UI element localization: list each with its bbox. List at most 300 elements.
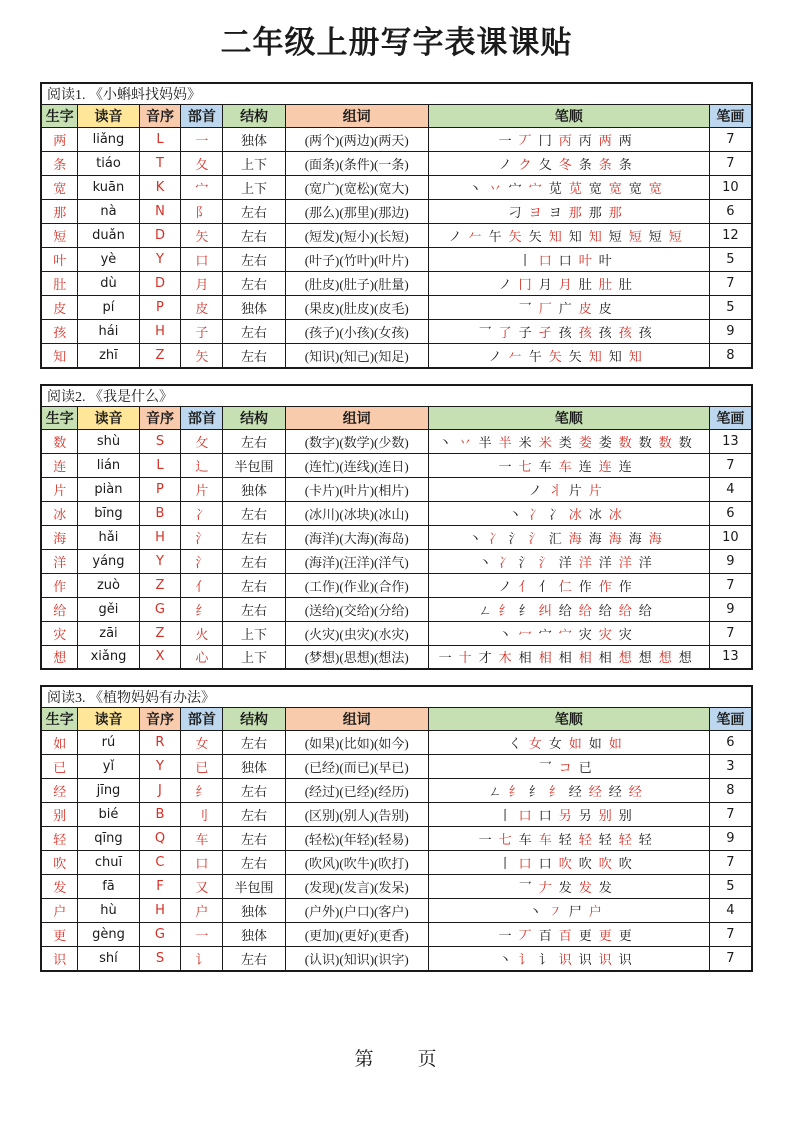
cell-stroke-count: 7 xyxy=(709,152,752,176)
stroke-step: 丙 xyxy=(558,133,572,149)
cell-stroke-count: 4 xyxy=(709,477,752,501)
header-row xyxy=(41,708,752,731)
cell-pinyin: hù xyxy=(78,899,139,923)
cell-radical: 女 xyxy=(181,731,223,755)
cell-structure: 左右 xyxy=(223,573,286,597)
cell-structure: 左右 xyxy=(223,429,286,453)
column-header: 笔画 xyxy=(709,105,752,128)
cell-stroke-count: 7 xyxy=(709,621,752,645)
cell-words: (短发)(短小)(长短) xyxy=(285,224,428,248)
stroke-step: 一 xyxy=(498,133,512,149)
stroke-step: 车 xyxy=(538,832,552,848)
stroke-step: 口 xyxy=(518,856,532,872)
stroke-step: ノ xyxy=(498,578,512,594)
table-row xyxy=(41,851,752,875)
cell-radical: 口 xyxy=(181,851,223,875)
stroke-step: 冫 xyxy=(488,530,502,546)
stroke-step: 如 xyxy=(568,736,582,752)
stroke-step: 吹 xyxy=(578,856,592,872)
cell-stroke-count: 6 xyxy=(709,501,752,525)
cell-words: (冰川)(冰块)(冰山) xyxy=(285,501,428,525)
cell-stroke-count: 7 xyxy=(709,851,752,875)
stroke-step: 女 xyxy=(548,736,562,752)
cell-pinyin: shù xyxy=(78,429,139,453)
cell-stroke-order xyxy=(428,645,709,669)
cell-pinyin: hái xyxy=(78,320,139,344)
stroke-step: 数 xyxy=(638,434,652,450)
cell-words: (户外)(户口)(客户) xyxy=(285,899,428,923)
column-header: 音序 xyxy=(139,105,181,128)
cell-initial-letter: P xyxy=(139,296,181,320)
stroke-step: 给 xyxy=(618,602,632,618)
cell-structure: 左右 xyxy=(223,731,286,755)
cell-stroke-order xyxy=(428,947,709,971)
cell-radical: 纟 xyxy=(181,597,223,621)
stroke-step: 纟 xyxy=(508,784,522,800)
stroke-step: 丶 xyxy=(478,554,492,570)
cell-character: 更 xyxy=(41,923,78,947)
stroke-step: 冰 xyxy=(608,506,622,522)
cell-stroke-order xyxy=(428,923,709,947)
cell-radical: 刂 xyxy=(181,803,223,827)
cell-stroke-order xyxy=(428,200,709,224)
cell-radical: 亻 xyxy=(181,573,223,597)
cell-words: (宽广)(宽松)(宽大) xyxy=(285,176,428,200)
cell-radical: 片 xyxy=(181,477,223,501)
stroke-step: 识 xyxy=(598,951,612,967)
stroke-step: 知 xyxy=(568,229,582,245)
cell-pinyin: yǐ xyxy=(78,755,139,779)
cell-stroke-order xyxy=(428,296,709,320)
cell-structure: 左右 xyxy=(223,200,286,224)
stroke-step: 丶 xyxy=(438,434,452,450)
cell-structure: 上下 xyxy=(223,645,286,669)
stroke-step: 连 xyxy=(598,458,612,474)
cell-radical: 又 xyxy=(181,875,223,899)
stroke-step: 亻 xyxy=(518,578,532,594)
cell-stroke-order xyxy=(428,525,709,549)
table-row xyxy=(41,621,752,645)
stroke-step: 轻 xyxy=(558,832,572,848)
stroke-step: 已 xyxy=(578,760,592,776)
stroke-step: 两 xyxy=(598,133,612,149)
stroke-step: 经 xyxy=(628,784,642,800)
cell-initial-letter: G xyxy=(139,597,181,621)
cell-structure: 左右 xyxy=(223,224,286,248)
cell-radical: 攵 xyxy=(181,429,223,453)
table-row xyxy=(41,272,752,296)
cell-initial-letter: Y xyxy=(139,549,181,573)
cell-words: (知识)(知己)(知足) xyxy=(285,344,428,368)
stroke-step: 丨 xyxy=(498,808,512,824)
cell-stroke-order xyxy=(428,851,709,875)
stroke-step: 丙 xyxy=(578,133,592,149)
table-row xyxy=(41,573,752,597)
stroke-step: 知 xyxy=(608,348,622,364)
stroke-step: 宀 xyxy=(508,181,522,197)
cell-character: 如 xyxy=(41,731,78,755)
cell-radical: 阝 xyxy=(181,200,223,224)
stroke-step: 海 xyxy=(648,530,662,546)
stroke-step: ク xyxy=(518,157,532,173)
cell-initial-letter: D xyxy=(139,272,181,296)
stroke-step: 汇 xyxy=(548,530,562,546)
cell-stroke-order xyxy=(428,501,709,525)
cell-initial-letter: Z xyxy=(139,573,181,597)
cell-initial-letter: H xyxy=(139,899,181,923)
column-header: 组词 xyxy=(285,105,428,128)
cell-stroke-order xyxy=(428,248,709,272)
stroke-step: 经 xyxy=(588,784,602,800)
cell-structure: 左右 xyxy=(223,779,286,803)
cell-stroke-order xyxy=(428,477,709,501)
header-row xyxy=(41,406,752,429)
stroke-step: 孩 xyxy=(578,325,592,341)
cell-character: 知 xyxy=(41,344,78,368)
stroke-step: 纟 xyxy=(518,602,532,618)
stroke-step: 给 xyxy=(578,602,592,618)
cell-structure: 左右 xyxy=(223,501,286,525)
stroke-step: 轻 xyxy=(598,832,612,848)
cell-stroke-order xyxy=(428,827,709,851)
stroke-step: 轻 xyxy=(578,832,592,848)
stroke-step: 午 xyxy=(528,348,542,364)
stroke-step: ㄥ xyxy=(488,784,502,800)
stroke-step: 厂 xyxy=(538,301,552,317)
cell-words: (梦想)(思想)(想法) xyxy=(285,645,428,669)
stroke-step: 讠 xyxy=(538,951,552,967)
cell-radical: 车 xyxy=(181,827,223,851)
cell-stroke-order xyxy=(428,272,709,296)
stroke-step: 相 xyxy=(578,650,592,666)
stroke-step: 女 xyxy=(528,736,542,752)
cell-structure: 左右 xyxy=(223,947,286,971)
cell-structure: 独体 xyxy=(223,755,286,779)
stroke-step: 丶 xyxy=(508,506,522,522)
stroke-step: 作 xyxy=(598,578,612,594)
cell-pinyin: gěi xyxy=(78,597,139,621)
cell-structure: 左右 xyxy=(223,597,286,621)
column-header: 笔顺 xyxy=(428,708,709,731)
reading-table xyxy=(40,82,753,369)
cell-words: (工作)(作业)(合作) xyxy=(285,573,428,597)
stroke-step: 宽 xyxy=(608,181,622,197)
stroke-step: 作 xyxy=(578,578,592,594)
cell-stroke-order xyxy=(428,549,709,573)
cell-words: (肚皮)(肚子)(肚量) xyxy=(285,272,428,296)
cell-pinyin: lián xyxy=(78,453,139,477)
cell-structure: 左右 xyxy=(223,851,286,875)
stroke-step: 氵 xyxy=(518,554,532,570)
stroke-step: 相 xyxy=(558,650,572,666)
cell-pinyin: bié xyxy=(78,803,139,827)
cell-initial-letter: Y xyxy=(139,248,181,272)
cell-initial-letter: F xyxy=(139,875,181,899)
stroke-step: 纟 xyxy=(528,784,542,800)
stroke-step: 条 xyxy=(618,157,632,173)
stroke-step: 轻 xyxy=(638,832,652,848)
cell-radical: 讠 xyxy=(181,947,223,971)
cell-initial-letter: J xyxy=(139,779,181,803)
stroke-step: 丆 xyxy=(518,928,532,944)
stroke-step: 尸 xyxy=(568,904,582,920)
stroke-step: 宽 xyxy=(628,181,642,197)
stroke-step: 乛 xyxy=(518,880,532,896)
cell-pinyin: kuān xyxy=(78,176,139,200)
column-header: 笔画 xyxy=(709,708,752,731)
cell-stroke-order xyxy=(428,152,709,176)
stroke-step: ノ xyxy=(528,482,542,498)
stroke-step: 洋 xyxy=(578,554,592,570)
stroke-step: ヨ xyxy=(548,205,562,221)
cell-pinyin: qīng xyxy=(78,827,139,851)
cell-pinyin: hǎi xyxy=(78,525,139,549)
cell-structure: 左右 xyxy=(223,320,286,344)
stroke-step: 肚 xyxy=(618,277,632,293)
stroke-step: 半 xyxy=(478,434,492,450)
stroke-step: 乛 xyxy=(538,760,552,776)
table-body xyxy=(41,731,752,971)
cell-pinyin: xiǎng xyxy=(78,645,139,669)
table-row xyxy=(41,477,752,501)
cell-stroke-order xyxy=(428,875,709,899)
stroke-step: 冰 xyxy=(588,506,602,522)
cell-stroke-count: 9 xyxy=(709,827,752,851)
stroke-step: 片 xyxy=(568,482,582,498)
stroke-step: 想 xyxy=(638,650,652,666)
cell-stroke-count: 6 xyxy=(709,200,752,224)
stroke-step: 氵 xyxy=(528,530,542,546)
stroke-step: 经 xyxy=(608,784,622,800)
stroke-step: 车 xyxy=(538,458,552,474)
stroke-step: 夂 xyxy=(538,157,552,173)
section-title: 阅读2. 《我是什么》 xyxy=(41,385,752,407)
cell-stroke-count: 13 xyxy=(709,429,752,453)
cell-pinyin: zhī xyxy=(78,344,139,368)
cell-pinyin: tiáo xyxy=(78,152,139,176)
table-row xyxy=(41,453,752,477)
table-row xyxy=(41,525,752,549)
cell-stroke-count: 7 xyxy=(709,947,752,971)
cell-character: 给 xyxy=(41,597,78,621)
stroke-step: 冫 xyxy=(498,554,512,570)
cell-initial-letter: L xyxy=(139,453,181,477)
stroke-step: 米 xyxy=(518,434,532,450)
cell-character: 皮 xyxy=(41,296,78,320)
stroke-step: 吹 xyxy=(558,856,572,872)
stroke-step: 百 xyxy=(538,928,552,944)
stroke-step: 经 xyxy=(568,784,582,800)
stroke-step: 类 xyxy=(558,434,572,450)
table-row xyxy=(41,731,752,755)
cell-words: (卡片)(叶片)(相片) xyxy=(285,477,428,501)
cell-structure: 左右 xyxy=(223,827,286,851)
cell-words: (发现)(发言)(发呆) xyxy=(285,875,428,899)
cell-character: 户 xyxy=(41,899,78,923)
stroke-step: 丨 xyxy=(498,856,512,872)
cell-words: (火灾)(虫灾)(水灾) xyxy=(285,621,428,645)
cell-stroke-count: 3 xyxy=(709,755,752,779)
cell-structure: 独体 xyxy=(223,899,286,923)
cell-initial-letter: S xyxy=(139,429,181,453)
cell-radical: 已 xyxy=(181,755,223,779)
cell-character: 连 xyxy=(41,453,78,477)
stroke-step: 连 xyxy=(578,458,592,474)
cell-structure: 半包围 xyxy=(223,453,286,477)
table-row xyxy=(41,923,752,947)
cell-words: (如果)(比如)(如今) xyxy=(285,731,428,755)
stroke-step: 刁 xyxy=(508,205,522,221)
cell-initial-letter: B xyxy=(139,501,181,525)
stroke-step: 条 xyxy=(578,157,592,173)
cell-character: 宽 xyxy=(41,176,78,200)
column-header: 结构 xyxy=(223,708,286,731)
stroke-step: 午 xyxy=(488,229,502,245)
cell-structure: 左右 xyxy=(223,549,286,573)
table-row xyxy=(41,320,752,344)
stroke-step: 氵 xyxy=(508,530,522,546)
stroke-step: 七 xyxy=(518,458,532,474)
cell-words: (海洋)(汪洋)(洋气) xyxy=(285,549,428,573)
cell-character: 经 xyxy=(41,779,78,803)
cell-character: 肚 xyxy=(41,272,78,296)
stroke-step: 乛 xyxy=(518,301,532,317)
stroke-step: 丶 xyxy=(528,904,542,920)
cell-radical: 氵 xyxy=(181,525,223,549)
cell-pinyin: piàn xyxy=(78,477,139,501)
stroke-step: 𠂇 xyxy=(538,880,552,896)
stroke-step: 知 xyxy=(588,229,602,245)
stroke-step: 那 xyxy=(568,205,582,221)
stroke-step: 如 xyxy=(608,736,622,752)
cell-words: (孩子)(小孩)(女孩) xyxy=(285,320,428,344)
stroke-step: 短 xyxy=(648,229,662,245)
cell-stroke-order xyxy=(428,755,709,779)
stroke-step: 肚 xyxy=(578,277,592,293)
column-header: 生字 xyxy=(41,708,78,731)
column-header: 部首 xyxy=(181,708,223,731)
cell-pinyin: dù xyxy=(78,272,139,296)
cell-radical: 纟 xyxy=(181,779,223,803)
column-header: 组词 xyxy=(285,406,428,429)
cell-pinyin: chuī xyxy=(78,851,139,875)
cell-stroke-count: 10 xyxy=(709,525,752,549)
stroke-step: 连 xyxy=(618,458,632,474)
stroke-step: 孑 xyxy=(538,325,552,341)
stroke-step: 口 xyxy=(518,808,532,824)
table-row xyxy=(41,597,752,621)
table-row xyxy=(41,755,752,779)
page-title: 二年级上册写字表课课贴 xyxy=(220,25,573,61)
cell-structure: 独体 xyxy=(223,923,286,947)
table-row xyxy=(41,501,752,525)
column-header: 读音 xyxy=(78,708,139,731)
cell-character: 短 xyxy=(41,224,78,248)
cell-radical: 一 xyxy=(181,128,223,152)
table-body xyxy=(41,128,752,368)
cell-character: 条 xyxy=(41,152,78,176)
cell-structure: 左右 xyxy=(223,344,286,368)
cell-radical: 矢 xyxy=(181,344,223,368)
cell-structure: 上下 xyxy=(223,176,286,200)
stroke-step: 口 xyxy=(558,253,572,269)
cell-stroke-order xyxy=(428,224,709,248)
cell-character: 洋 xyxy=(41,549,78,573)
cell-character: 叶 xyxy=(41,248,78,272)
cell-radical: 心 xyxy=(181,645,223,669)
stroke-step: ノ xyxy=(498,157,512,173)
section-row xyxy=(41,385,752,407)
column-header: 笔画 xyxy=(709,406,752,429)
stroke-step: 海 xyxy=(588,530,602,546)
cell-pinyin: nà xyxy=(78,200,139,224)
cell-stroke-order xyxy=(428,621,709,645)
stroke-step: 冂 xyxy=(518,277,532,293)
section-title: 阅读1. 《小蝌蚪找妈妈》 xyxy=(41,83,752,105)
stroke-step: 想 xyxy=(658,650,672,666)
stroke-step: 发 xyxy=(598,880,612,896)
cell-initial-letter: N xyxy=(139,200,181,224)
cell-stroke-count: 10 xyxy=(709,176,752,200)
cell-words: (送给)(交给)(分给) xyxy=(285,597,428,621)
stroke-step: 灾 xyxy=(578,626,592,642)
cell-initial-letter: R xyxy=(139,731,181,755)
column-header: 音序 xyxy=(139,406,181,429)
stroke-step: 吹 xyxy=(618,856,632,872)
stroke-step: 宀 xyxy=(528,181,542,197)
cell-pinyin: zāi xyxy=(78,621,139,645)
cell-character: 片 xyxy=(41,477,78,501)
stroke-step: 更 xyxy=(598,928,612,944)
stroke-step: 氵 xyxy=(538,554,552,570)
stroke-step: 纟 xyxy=(498,602,512,618)
stroke-step: 孩 xyxy=(558,325,572,341)
column-header: 笔顺 xyxy=(428,105,709,128)
cell-stroke-count: 7 xyxy=(709,453,752,477)
stroke-step: 洋 xyxy=(558,554,572,570)
stroke-step: 口 xyxy=(538,253,552,269)
stroke-step: 七 xyxy=(498,832,512,848)
column-header: 生字 xyxy=(41,105,78,128)
cell-stroke-order xyxy=(428,453,709,477)
cell-character: 冰 xyxy=(41,501,78,525)
cell-initial-letter: G xyxy=(139,923,181,947)
stroke-step: 想 xyxy=(678,650,692,666)
cell-pinyin: rú xyxy=(78,731,139,755)
header-row xyxy=(41,105,752,128)
stroke-step: 数 xyxy=(618,434,632,450)
stroke-step: 丬 xyxy=(548,482,562,498)
cell-words: (连忙)(连线)(连日) xyxy=(285,453,428,477)
stroke-step: 孩 xyxy=(638,325,652,341)
cell-stroke-order xyxy=(428,128,709,152)
stroke-step: 轻 xyxy=(618,832,632,848)
cell-initial-letter: Z xyxy=(139,621,181,645)
stroke-step: 片 xyxy=(588,482,602,498)
stroke-step: 广 xyxy=(558,301,572,317)
cell-words: (果皮)(肚皮)(皮毛) xyxy=(285,296,428,320)
stroke-step: 发 xyxy=(558,880,572,896)
stroke-step: 别 xyxy=(618,808,632,824)
cell-character: 发 xyxy=(41,875,78,899)
stroke-step: 纟 xyxy=(548,784,562,800)
cell-words: (叶子)(竹叶)(叶片) xyxy=(285,248,428,272)
stroke-step: 娄 xyxy=(578,434,592,450)
cell-stroke-count: 5 xyxy=(709,875,752,899)
stroke-step: 识 xyxy=(558,951,572,967)
stroke-step: 宀 xyxy=(558,626,572,642)
stroke-step: 丆 xyxy=(518,133,532,149)
